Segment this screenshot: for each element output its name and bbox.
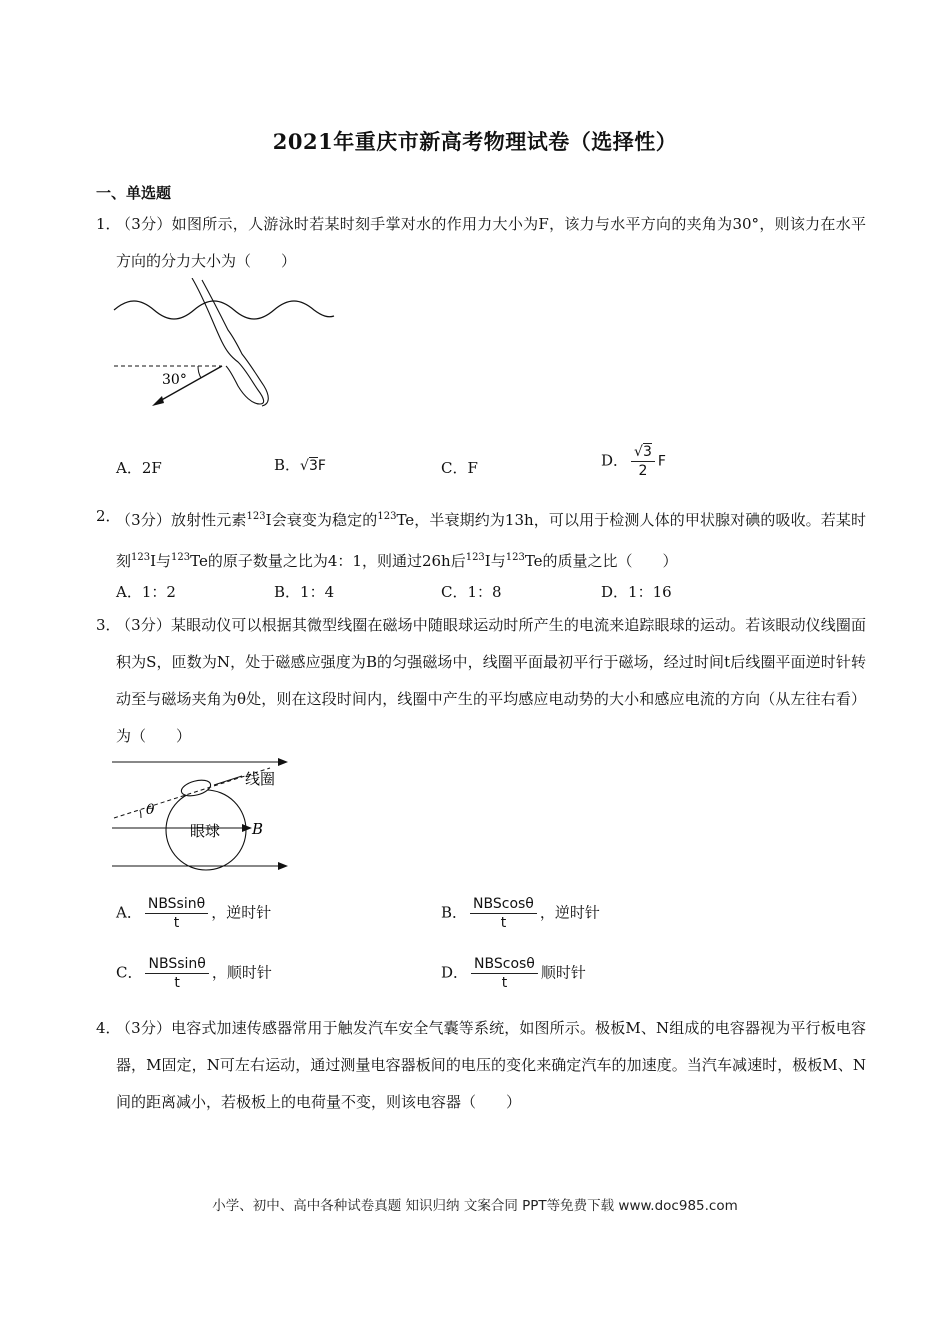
q3-option-b-denominator: t xyxy=(500,915,507,931)
q3-option-d-numerator: NBScosθ xyxy=(471,956,538,974)
q1-option-d-radicand: 3 xyxy=(642,444,652,460)
q2-mass-number: 123 xyxy=(377,511,397,522)
q2-text-3: Te，半衰期约为13h，可以用于检测人体的甲状腺对碘的吸收。若某时刻 xyxy=(116,511,867,570)
swimming-hand-figure xyxy=(110,278,340,413)
q1-option-d-fraction xyxy=(631,444,655,479)
q3-option-b-fraction xyxy=(470,896,537,931)
q1-option-b-label: B． xyxy=(274,456,301,474)
q3-option-c-numerator: NBSsinθ xyxy=(145,956,208,974)
q1-option-b-var: F xyxy=(317,458,326,474)
eye-coil-figure xyxy=(110,752,300,872)
q2-mass-number: 123 xyxy=(246,511,266,522)
q3-option-b[interactable] xyxy=(441,896,600,931)
q2-mass-number: 123 xyxy=(505,552,525,563)
q1-option-a[interactable] xyxy=(116,457,162,478)
q1-option-d-label: D． xyxy=(601,451,629,470)
water-surface-wave xyxy=(114,301,334,319)
q3-option-c[interactable] xyxy=(116,956,272,991)
q2-option-c[interactable]: C．1：8 xyxy=(441,583,502,601)
q3-option-a-denominator: t xyxy=(173,915,180,931)
page-title: 2021年重庆市新高考物理试卷（选择性） xyxy=(272,129,678,154)
q1-option-d[interactable] xyxy=(601,444,666,479)
question-3-text: （3分）某眼动仪可以根据其微型线圈在磁场中随眼球运动时所产生的电流来追踪眼球的运动。若该眼动仪线圈面积为S，匝数为N，处于磁感应强度为B的匀强磁场中，线圈平面最初平行于磁场，经过时间t后线圈平面逆时针转动至与磁场夹角为θ处，则在这段时间内，线圈中产生的平均感应电动势的大小和感应电流的方向（从左往右看）为（ ） xyxy=(116,616,866,745)
q3-option-c-label: C． xyxy=(116,963,143,982)
question-1-text: （3分）如图所示，人游泳时若某时刻手掌对水的作用力大小为F，该力与水平方向的夹角为30°，则该力在水平方向的分力大小为（ ） xyxy=(116,215,866,270)
q2-mass-number: 123 xyxy=(465,552,485,563)
q3-option-c-denominator: t xyxy=(174,975,180,991)
q3-option-c-direction: ，顺时针 xyxy=(211,963,272,982)
sqrt-icon: √ xyxy=(634,444,643,460)
q3-option-d[interactable] xyxy=(441,956,586,991)
q1-option-c[interactable] xyxy=(441,457,478,478)
q2-option-a[interactable]: A．1：2 xyxy=(116,583,176,601)
coil-label-leader xyxy=(214,776,242,785)
q3-option-b-label: B． xyxy=(441,903,468,922)
field-arrowhead-top xyxy=(278,758,288,766)
q3-option-a-direction: ，逆时针 xyxy=(211,903,272,922)
page-footer: 小学、初中、高中各种试卷真题 知识归纳 文案合同 PPT等免费下载 www.doc985.com xyxy=(212,1198,738,1214)
question-1 xyxy=(96,206,866,280)
q1-option-d-denominator: 2 xyxy=(638,463,648,479)
question-2-number: 2． xyxy=(96,507,121,525)
q3-option-d-fraction xyxy=(471,956,538,991)
q2-text-5: Te的原子数量之比为4：1，则通过26h后 xyxy=(190,552,466,570)
q2-text-2: I会衰变为稳定的 xyxy=(265,511,378,529)
q2-option-b[interactable]: B．1：4 xyxy=(274,583,335,601)
theta-label: θ xyxy=(146,802,155,818)
hand-outline xyxy=(192,278,268,406)
q3-option-d-label: D． xyxy=(441,963,469,982)
q2-mass-number: 123 xyxy=(171,552,191,563)
coil-label: 线圈 xyxy=(245,770,276,788)
question-2-text xyxy=(116,498,866,580)
question-2 xyxy=(96,498,866,580)
q3-option-a[interactable] xyxy=(116,896,271,931)
q2-mass-number: 123 xyxy=(131,552,151,563)
angle-label: 30° xyxy=(162,372,187,388)
field-label: B xyxy=(252,820,264,838)
field-arrowhead-bottom xyxy=(278,862,288,870)
q1-option-a-value: 2F xyxy=(141,459,162,477)
q1-option-b[interactable] xyxy=(274,454,326,475)
field-arrowhead-middle xyxy=(242,824,252,832)
question-3-number: 3． xyxy=(96,616,121,634)
q2-text-6: I与 xyxy=(484,552,506,570)
q3-option-b-numerator: NBScosθ xyxy=(470,896,537,914)
force-arrowhead xyxy=(152,396,164,406)
question-4-number: 4． xyxy=(96,1019,121,1037)
question-4 xyxy=(96,1010,866,1121)
question-1-number: 1． xyxy=(96,215,121,233)
q1-option-c-value: F xyxy=(467,459,478,477)
q3-option-d-denominator: t xyxy=(501,975,508,991)
q3-option-a-numerator: NBSsinθ xyxy=(145,896,208,914)
q3-option-c-fraction xyxy=(145,956,208,991)
q1-option-b-sqrt-icon: √ xyxy=(300,458,309,474)
question-4-text: （3分）电容式加速传感器常用于触发汽车安全气囊等系统，如图所示。极板M、N组成的电容器视为平行板电容器，M固定，N可左右运动，通过测量电容器板间的电压的变化来确定汽车的加速度。当汽车减速时，极板M、N间的距离减小，若极板上的电荷量不变，则该电容器（ ） xyxy=(116,1019,866,1111)
q2-text-7: Te的质量之比（ ） xyxy=(524,552,678,570)
q1-option-c-label: C． xyxy=(441,459,468,477)
q2-text-1: （3分）放射性元素 xyxy=(116,511,247,529)
angle-arc xyxy=(198,366,201,378)
q3-option-d-direction: 顺时针 xyxy=(540,963,586,982)
theta-angle-arc xyxy=(140,810,141,818)
q3-option-a-label: A． xyxy=(116,903,142,922)
q3-option-b-direction: ，逆时针 xyxy=(539,903,600,922)
q1-option-a-label: A． xyxy=(116,459,142,477)
q2-text-4: I与 xyxy=(150,552,172,570)
eyeball-label: 眼球 xyxy=(190,822,221,840)
q1-option-b-radicand: 3 xyxy=(308,458,318,474)
q2-option-d[interactable]: D．1：16 xyxy=(601,583,672,601)
section-heading: 一、单选题 xyxy=(96,184,172,202)
q3-option-a-fraction xyxy=(145,896,208,931)
question-3 xyxy=(96,607,866,755)
q1-option-d-var: F xyxy=(657,453,666,470)
